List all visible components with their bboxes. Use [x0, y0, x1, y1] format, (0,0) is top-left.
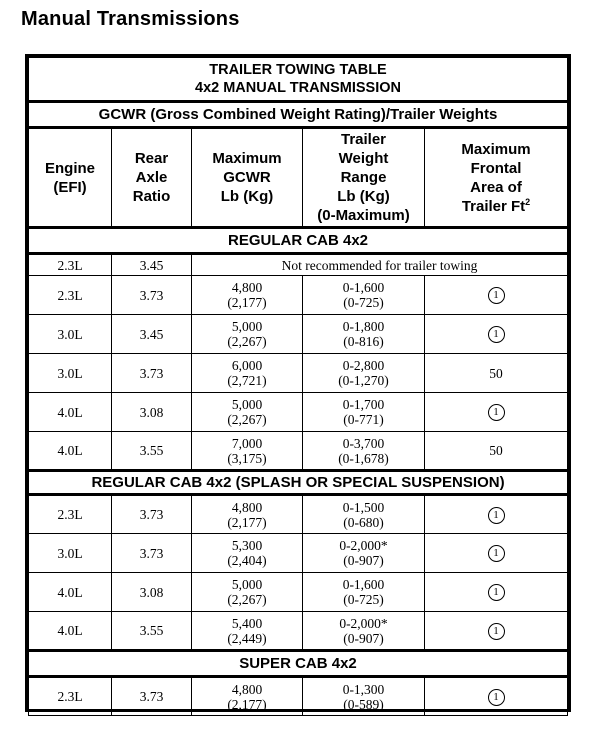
- cell-engine-text: 2.3L: [57, 507, 83, 522]
- cell-trailer-weight-text: (0-907): [343, 553, 384, 568]
- cell-gcwr: [192, 315, 303, 354]
- col-header-engine-line: Engine: [44, 159, 95, 177]
- cell-trailer-weight-text: 0-3,700: [342, 435, 385, 451]
- cell-axle-ratio-text: 3.73: [139, 507, 164, 522]
- cell-trailer-weight-text: 0-1,600: [342, 577, 385, 592]
- cell-axle-ratio: [112, 677, 192, 716]
- cell-gcwr-text: (2,721): [227, 373, 267, 388]
- section-heading: SUPER CAB 4x2: [29, 651, 568, 677]
- cell-trailer-weight: [303, 315, 425, 354]
- col-header-trailer-line: Trailer: [340, 131, 387, 148]
- cell-axle-ratio: [112, 393, 192, 432]
- cell-gcwr: [192, 393, 303, 432]
- cell-trailer-weight-text: (0-1,678): [338, 450, 389, 466]
- col-header-axle-line: Rear: [134, 150, 169, 167]
- cell-frontal-area: [425, 573, 568, 612]
- cell-frontal-area: [425, 432, 568, 471]
- cell-trailer-weight: [303, 354, 425, 393]
- cell-engine: [29, 432, 112, 471]
- col-header-frontal-line: Frontal: [470, 159, 522, 177]
- cell-trailer-weight-text: (0-589): [343, 696, 384, 712]
- cell-trailer-weight-text: 0-1,500: [342, 499, 385, 515]
- table-row: [29, 612, 568, 651]
- col-header-frontal-text: Trailer Ft: [461, 197, 526, 215]
- cell-gcwr-text: (2,267): [227, 334, 267, 349]
- cell-gcwr: [192, 276, 303, 315]
- circled-note-icon: 1: [488, 623, 505, 640]
- cell-gcwr-text: (2,177): [227, 514, 267, 530]
- cell-engine-text: 4.0L: [57, 443, 83, 458]
- cell-gcwr-text: (3,175): [227, 450, 267, 466]
- cell-trailer-weight-text: (0-680): [343, 514, 384, 530]
- cell-frontal-area: [425, 315, 568, 354]
- cell-trailer-weight-text: (0-1,270): [338, 373, 389, 388]
- col-header-frontal-line: Maximum: [461, 140, 531, 158]
- cell-frontal-area-text: 50: [489, 443, 503, 458]
- circled-note-icon: 1: [488, 545, 505, 562]
- cell-trailer-weight-text: 0-1,800: [342, 319, 385, 334]
- table-row: [29, 677, 568, 716]
- table-row: [29, 276, 568, 315]
- cell-axle-ratio-text: 3.08: [139, 404, 164, 420]
- cell-axle-ratio: [112, 354, 192, 393]
- cell-axle-ratio: [112, 612, 192, 651]
- circled-note-icon: 1: [488, 584, 505, 601]
- cell-axle-ratio-text: 3.45: [139, 257, 164, 273]
- cell-trailer-weight: [303, 495, 425, 534]
- cell-engine: [29, 315, 112, 354]
- cell-engine-text: 3.0L: [57, 365, 83, 381]
- cell-frontal-area: [425, 276, 568, 315]
- circled-note-icon: 1: [488, 326, 505, 343]
- cell-trailer-weight-text: (0-907): [343, 630, 384, 646]
- table-title-line1: TRAILER TOWING TABLE: [209, 62, 387, 78]
- cell-axle-ratio: [112, 254, 192, 276]
- cell-gcwr: [192, 495, 303, 534]
- cell-trailer-weight: [303, 393, 425, 432]
- cell-engine: [29, 495, 112, 534]
- col-header-frontal-line: [425, 197, 567, 216]
- table-title: [29, 58, 568, 102]
- section-heading: REGULAR CAB 4x2 (SPLASH OR SPECIAL SUSPENSION): [29, 471, 568, 495]
- cell-gcwr-text: 4,800: [231, 681, 263, 697]
- cell-axle-ratio: [112, 432, 192, 471]
- table-title-line2: 4x2 MANUAL TRANSMISSION: [195, 80, 401, 96]
- cell-axle-ratio-text: 3.73: [139, 287, 164, 303]
- cell-trailer-weight: [303, 573, 425, 612]
- cell-gcwr-text: 5,300: [231, 538, 263, 553]
- cell-gcwr-text: 7,000: [231, 435, 263, 451]
- cell-gcwr-text: 4,800: [231, 280, 263, 295]
- cell-engine-text: 2.3L: [57, 257, 83, 273]
- cell-trailer-weight-text: (0-771): [343, 412, 384, 427]
- cell-frontal-area: [425, 393, 568, 432]
- table-row: [29, 354, 568, 393]
- col-header-trailer-line: Weight: [338, 150, 389, 167]
- col-header-trailer-line: Range: [340, 169, 387, 186]
- cell-gcwr: [192, 677, 303, 716]
- cell-frontal-area: [425, 534, 568, 573]
- table-row: [29, 495, 568, 534]
- trailer-towing-table: [25, 54, 571, 712]
- cell-trailer-weight: [303, 534, 425, 573]
- cell-gcwr-text: (2,449): [227, 630, 267, 646]
- cell-gcwr-text: 5,000: [231, 319, 263, 334]
- cell-engine: [29, 534, 112, 573]
- cell-trailer-weight-text: 0-2,000*: [339, 615, 388, 631]
- cell-axle-ratio: [112, 534, 192, 573]
- cell-gcwr-text: 5,400: [231, 615, 263, 631]
- cell-axle-ratio-text: 3.73: [139, 545, 164, 561]
- col-header-axle-line: Ratio: [132, 188, 171, 205]
- cell-frontal-area: [425, 495, 568, 534]
- cell-axle-ratio: [112, 315, 192, 354]
- cell-trailer-weight: [303, 677, 425, 716]
- cell-gcwr: [192, 534, 303, 573]
- cell-trailer-weight-text: (0-816): [343, 334, 384, 349]
- cell-axle-ratio-text: 3.55: [139, 443, 164, 458]
- col-header-axle: [112, 128, 192, 228]
- cell-engine: [29, 393, 112, 432]
- col-header-gcwr-line: Maximum: [212, 150, 282, 167]
- page-heading: Manual Transmissions: [21, 8, 240, 30]
- cell-not-recommended: Not recommended for trailer towing: [192, 254, 568, 276]
- superscript-2: 2: [525, 196, 531, 207]
- cell-axle-ratio-text: 3.45: [139, 326, 164, 342]
- circled-note-icon: 1: [488, 287, 505, 304]
- cell-trailer-weight-text: 0-2,800: [342, 358, 385, 373]
- cell-gcwr: [192, 354, 303, 393]
- col-header-trailer-line: Lb (Kg): [337, 188, 390, 205]
- col-header-trailer-weight: [303, 128, 425, 228]
- cell-engine: [29, 677, 112, 716]
- col-header-gcwr-line: Lb (Kg): [220, 188, 274, 205]
- col-header-frontal-area: [425, 128, 568, 228]
- cell-gcwr-text: 5,000: [231, 577, 263, 592]
- cell-trailer-weight-text: (0-725): [343, 295, 384, 310]
- table-row: [29, 393, 568, 432]
- cell-axle-ratio-text: 3.73: [139, 365, 164, 381]
- gcwr-heading: GCWR (Gross Combined Weight Rating)/Trailer Weights: [29, 102, 568, 128]
- col-header-trailer-line: (0-Maximum): [317, 207, 410, 224]
- cell-gcwr-text: 5,000: [231, 397, 263, 412]
- cell-engine: [29, 573, 112, 612]
- cell-engine-text: 4.0L: [57, 584, 83, 600]
- cell-trailer-weight: [303, 432, 425, 471]
- cell-engine-text: 4.0L: [57, 623, 83, 638]
- table-row: [29, 254, 568, 276]
- cell-gcwr-text: (2,177): [227, 696, 267, 712]
- col-header-engine-line: (EFI): [53, 178, 87, 196]
- cell-gcwr-text: (2,267): [227, 592, 267, 607]
- col-header-engine: [29, 128, 112, 228]
- col-header-frontal-line: Area of: [470, 178, 522, 196]
- cell-gcwr-text: (2,267): [227, 412, 267, 427]
- cell-frontal-area-text: 50: [489, 365, 503, 381]
- cell-trailer-weight: [303, 276, 425, 315]
- cell-axle-ratio-text: 3.08: [139, 584, 164, 600]
- cell-gcwr: [192, 612, 303, 651]
- circled-note-icon: 1: [488, 507, 505, 524]
- cell-axle-ratio: [112, 573, 192, 612]
- cell-axle-ratio: [112, 276, 192, 315]
- cell-engine-text: 2.3L: [57, 287, 83, 303]
- cell-axle-ratio-text: 3.55: [139, 623, 164, 638]
- cell-frontal-area: [425, 677, 568, 716]
- col-header-axle-line: Axle: [135, 169, 168, 186]
- col-header-gcwr-line: GCWR: [223, 169, 271, 186]
- section-heading: REGULAR CAB 4x2: [29, 228, 568, 254]
- cell-engine-text: 3.0L: [57, 326, 83, 342]
- col-header-gcwr: [192, 128, 303, 228]
- cell-frontal-area: [425, 354, 568, 393]
- circled-note-icon: 1: [488, 404, 505, 421]
- cell-engine: [29, 276, 112, 315]
- cell-trailer-weight-text: 0-2,000*: [339, 538, 388, 553]
- cell-gcwr: [192, 432, 303, 471]
- cell-trailer-weight-text: 0-1,600: [342, 280, 385, 295]
- cell-engine: [29, 254, 112, 276]
- cell-axle-ratio-text: 3.73: [139, 689, 164, 704]
- cell-axle-ratio: [112, 495, 192, 534]
- cell-gcwr: [192, 573, 303, 612]
- table-row: [29, 315, 568, 354]
- cell-trailer-weight-text: 0-1,300: [342, 681, 385, 697]
- cell-gcwr-text: 6,000: [231, 358, 263, 373]
- cell-frontal-area: [425, 612, 568, 651]
- cell-gcwr-text: (2,177): [227, 295, 267, 310]
- table-row: [29, 573, 568, 612]
- cell-engine-text: 4.0L: [57, 404, 83, 420]
- cell-trailer-weight: [303, 612, 425, 651]
- circled-note-icon: 1: [488, 689, 505, 706]
- cell-engine-text: 2.3L: [57, 689, 83, 704]
- cell-gcwr-text: 4,800: [231, 499, 263, 515]
- cell-trailer-weight-text: (0-725): [343, 592, 384, 607]
- cell-engine: [29, 354, 112, 393]
- table-row: [29, 432, 568, 471]
- cell-engine: [29, 612, 112, 651]
- cell-gcwr-text: (2,404): [227, 553, 267, 568]
- cell-engine-text: 3.0L: [57, 545, 83, 561]
- table-row: [29, 534, 568, 573]
- cell-trailer-weight-text: 0-1,700: [342, 397, 385, 412]
